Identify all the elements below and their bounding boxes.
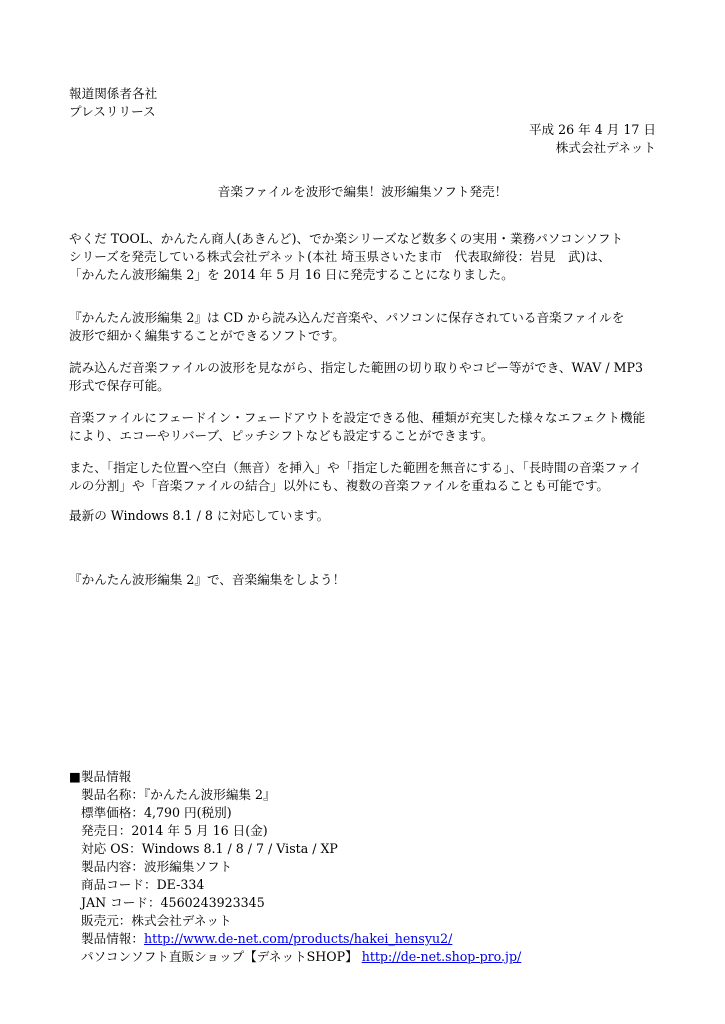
document-type: プレスリリース — [69, 104, 156, 119]
product-info-price: 標準価格：4,790 円(税別) — [81, 805, 232, 820]
paragraph-2-line-2: 波形で細かく編集することができるソフトです。 — [69, 328, 345, 343]
product-info-jan-code: JAN コード：4560243923345 — [81, 895, 265, 910]
paragraph-5-line-1: また、「指定した位置へ空白（無音）を挿入」や「指定した範囲を無音にする」、「長時間の音楽ファイ — [69, 460, 642, 475]
product-info-os: 対応 OS：Windows 8.1 / 8 / 7 / Vista / XP — [81, 841, 338, 856]
paragraph-4-line-1: 音楽ファイルにフェードイン・フェードアウトを設定できる他、種類が充実した様々なエフェクト機能 — [69, 410, 646, 425]
paragraph-1-line-1: やくだ TOOL、かんたん商人(あきんど)、でか楽シリーズなど数多くの実用・業務パソコンソフト — [69, 231, 624, 246]
product-info-product-code: 商品コード：DE-334 — [81, 877, 205, 892]
shop-label: パソコンソフト直販ショップ【デネットSHOP】 — [81, 949, 358, 964]
product-page-link[interactable]: http://www.de-net.com/products/hakei_hensyu2/ — [143, 931, 453, 946]
paragraph-1-line-2: シリーズを発売している株式会社デネット(本社 埼玉県さいたま市 代表取締役：岩見 武)は、 — [69, 249, 611, 264]
product-info-heading: ■製品情報 — [69, 769, 132, 784]
paragraph-5-line-2: ルの分割」や「音楽ファイルの結合」以外にも、複数の音楽ファイルを重ねることも可能です。 — [69, 478, 610, 493]
paragraph-2-line-1: 『かんたん波形編集 2』は CD から読み込んだ音楽や、パソコンに保存されている音楽ファイルを — [69, 310, 625, 325]
product-info-name: 製品名称：『かんたん波形編集 2』 — [81, 787, 276, 802]
product-info-contents: 製品内容：波形編集ソフト — [81, 859, 233, 874]
product-info-website-row — [81, 930, 452, 948]
product-info-distributor: 販売元：株式会社デネット — [81, 913, 232, 928]
release-date: 平成 26 年 4 月 17 日 — [528, 122, 656, 137]
company-name: 株式会社デネット — [555, 140, 656, 155]
product-info-website-label: 製品情報： — [81, 931, 144, 946]
document-title: 音楽ファイルを波形で編集！波形編集ソフト発売！ — [217, 184, 508, 199]
recipient: 報道関係者各社 — [69, 86, 158, 101]
product-info-release-date: 発売日：2014 年 5 月 16 日(金) — [81, 823, 268, 838]
paragraph-3-line-2: 形式で保存可能。 — [69, 378, 170, 393]
paragraph-1-line-3: 「かんたん波形編集 2」を 2014 年 5 月 16 日に発売することになりました。 — [69, 267, 514, 282]
paragraph-3-line-1: 読み込んだ音楽ファイルの波形を見ながら、指定した範囲の切り取りやコピー等ができ、WAV / MP3 — [69, 360, 643, 375]
closing-line: 『かんたん波形編集 2』で、音楽編集をしよう！ — [69, 572, 346, 587]
product-info-shop-row — [81, 948, 521, 966]
paragraph-4-line-2: により、エコーやリバーブ、ピッチシフトなども設定することができます。 — [69, 428, 494, 443]
shop-link[interactable]: http://de-net.shop-pro.jp/ — [361, 949, 522, 964]
paragraph-6-line-1: 最新の Windows 8.1 / 8 に対応しています。 — [69, 508, 330, 523]
